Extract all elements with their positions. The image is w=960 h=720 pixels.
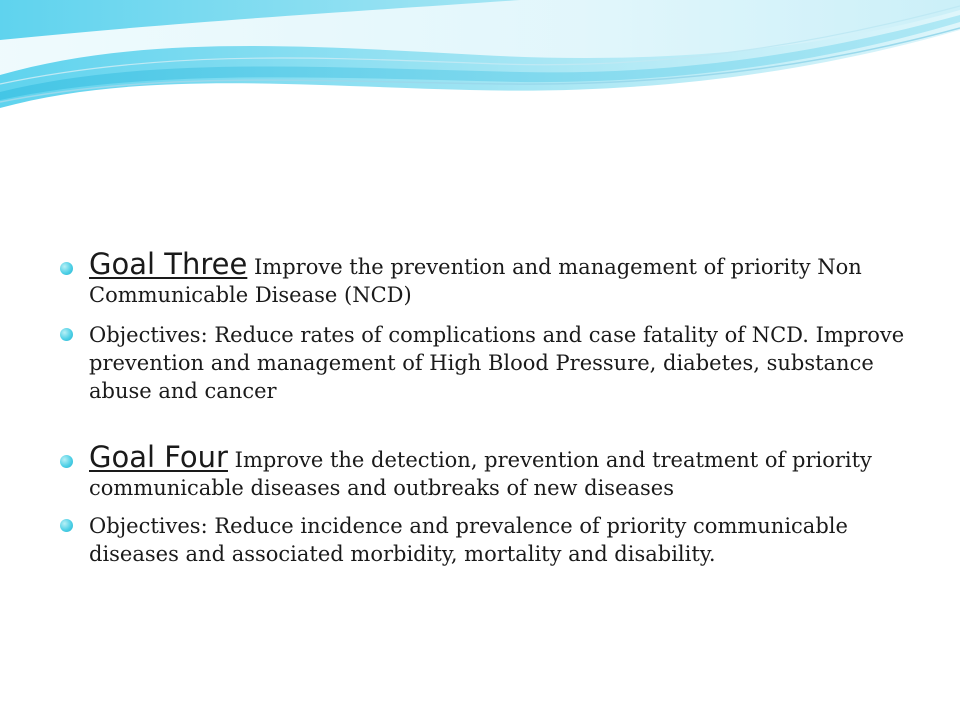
bullet-dot-icon [60,455,73,468]
goal-three-objectives-text: Objectives: Reduce rates of complications and case fatality of NCD. Improve prevention and management of High Blood Pressure, diabetes, substance abuse and cancer [89,323,905,403]
bullet-list [60,247,910,568]
bullet-dot-icon [60,262,73,275]
goal-four-objectives-text: Objectives: Reduce incidence and prevalence of priority communicable diseases and associated morbidity, mortality and disability. [89,514,848,566]
goal-four-objectives-bullet [60,512,910,568]
goal-four-heading: Goal Four [89,440,228,474]
header-wave-decoration [0,0,960,120]
bullet-dot-icon [60,519,73,532]
goal-three-objectives-bullet [60,321,910,405]
goal-three-bullet [60,247,910,309]
goal-three-heading: Goal Three [89,247,248,281]
goal-four-text: Improve the detection, prevention and treatment of priority communicable diseases and outbreaks of new diseases [89,448,872,500]
bullet-dot-icon [60,328,73,341]
slide-content [60,247,910,568]
goal-four-bullet [60,440,910,502]
goal-three-text: Improve the prevention and management of priority Non Communicable Disease (NCD) [89,255,862,307]
